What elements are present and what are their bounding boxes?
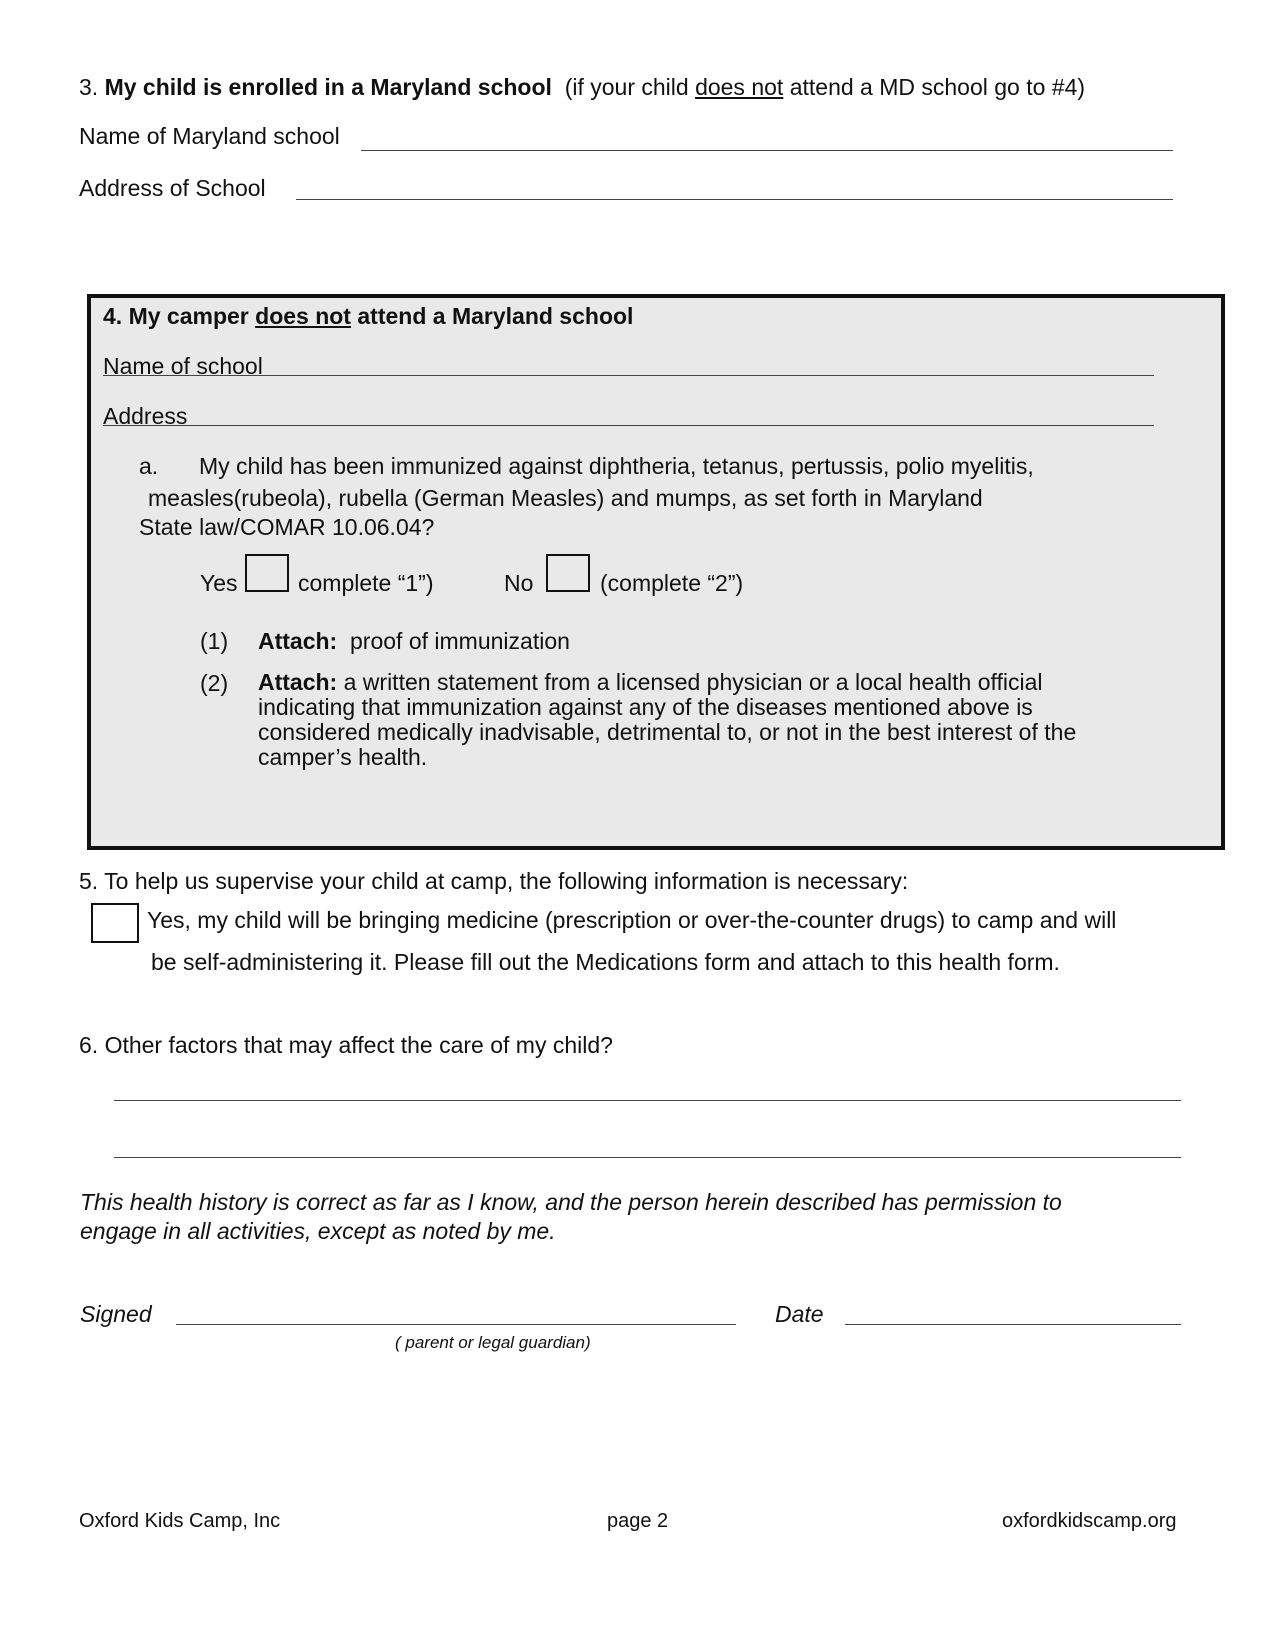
section4-title-pre: 4. My camper <box>103 303 256 329</box>
item-a-line3: State law/COMAR 10.06.04? <box>139 514 435 540</box>
item1-attach-label: Attach: <box>258 628 338 654</box>
item1-text <box>258 628 570 655</box>
yes-note: complete “1”) <box>298 570 434 596</box>
signature-field[interactable] <box>176 1296 736 1325</box>
school-name-field[interactable] <box>270 352 1158 378</box>
section6-heading: 6. Other factors that may affect the care of my child? <box>79 1032 613 1058</box>
section3-note-underlined: does not <box>695 74 784 100</box>
item2-attach-label: Attach: <box>258 669 338 695</box>
attestation-line2: engage in all activities, except as noted by me. <box>80 1218 556 1244</box>
item-a-line1: My child has been immunized against diphtheria, tetanus, pertussis, polio myelitis, <box>199 453 1034 479</box>
md-school-name-field[interactable] <box>361 122 1173 151</box>
item1-marker: (1) <box>200 628 229 654</box>
section4-heading <box>103 303 633 330</box>
attestation-line1: This health history is correct as far as I know, and the person herein described has permission to <box>80 1189 1062 1215</box>
medicine-checkbox[interactable] <box>91 903 139 943</box>
section3-heading <box>79 74 1085 101</box>
md-school-address-label: Address of School <box>79 175 266 201</box>
section4-title-post: attend a Maryland school <box>350 303 634 329</box>
section3-title: My child is enrolled in a Maryland school <box>104 74 552 100</box>
section3-note-post: attend a MD school go to #4) <box>783 74 1086 100</box>
no-checkbox[interactable] <box>546 554 590 592</box>
section3-number: 3. <box>79 74 99 100</box>
school-address-label: Address <box>103 403 188 429</box>
date-field[interactable] <box>845 1296 1181 1325</box>
section5-heading: 5. To help us supervise your child at camp, the following information is necessary: <box>79 868 909 894</box>
item2-description: a written statement from a licensed physician or a local health official indicating that immunization against any of the diseases mentioned above is considered medically inadvisable, detrimental to, or not in the best interest of the camper’s health. <box>258 669 1077 770</box>
school-name-label: Name of school <box>103 353 263 379</box>
item2-text <box>258 670 1138 770</box>
item-a-marker: a. <box>139 453 159 479</box>
item1-description: proof of immunization <box>350 628 570 654</box>
item2-marker: (2) <box>200 670 229 696</box>
yes-checkbox[interactable] <box>245 554 289 592</box>
md-school-name-label: Name of Maryland school <box>79 123 340 149</box>
date-label: Date <box>775 1301 824 1327</box>
school-address-field[interactable] <box>193 402 1158 428</box>
medicine-line2: be self-administering it. Please fill out the Medications form and attach to this health form. <box>151 949 1060 975</box>
footer-website: oxfordkidscamp.org <box>1002 1510 1177 1532</box>
signature-caption: ( parent or legal guardian) <box>395 1333 591 1352</box>
medicine-line1: Yes, my child will be bringing medicine (prescription or over-the-counter drugs) to camp and will <box>147 907 1117 933</box>
no-note: (complete “2”) <box>600 570 744 596</box>
section3-note-pre: (if your child <box>564 74 696 100</box>
signed-label: Signed <box>80 1301 152 1327</box>
no-label: No <box>504 570 534 596</box>
other-factors-line2[interactable] <box>114 1129 1181 1158</box>
footer-organization: Oxford Kids Camp, Inc <box>79 1510 281 1532</box>
other-factors-line1[interactable] <box>114 1072 1181 1101</box>
item-a-line2: measles(rubeola), rubella (German Measles) and mumps, as set forth in Maryland <box>148 485 983 511</box>
footer-page-number: page 2 <box>607 1510 669 1532</box>
section4-title-underlined: does not <box>255 303 351 329</box>
md-school-address-field[interactable] <box>296 171 1173 200</box>
yes-label: Yes <box>200 570 238 596</box>
